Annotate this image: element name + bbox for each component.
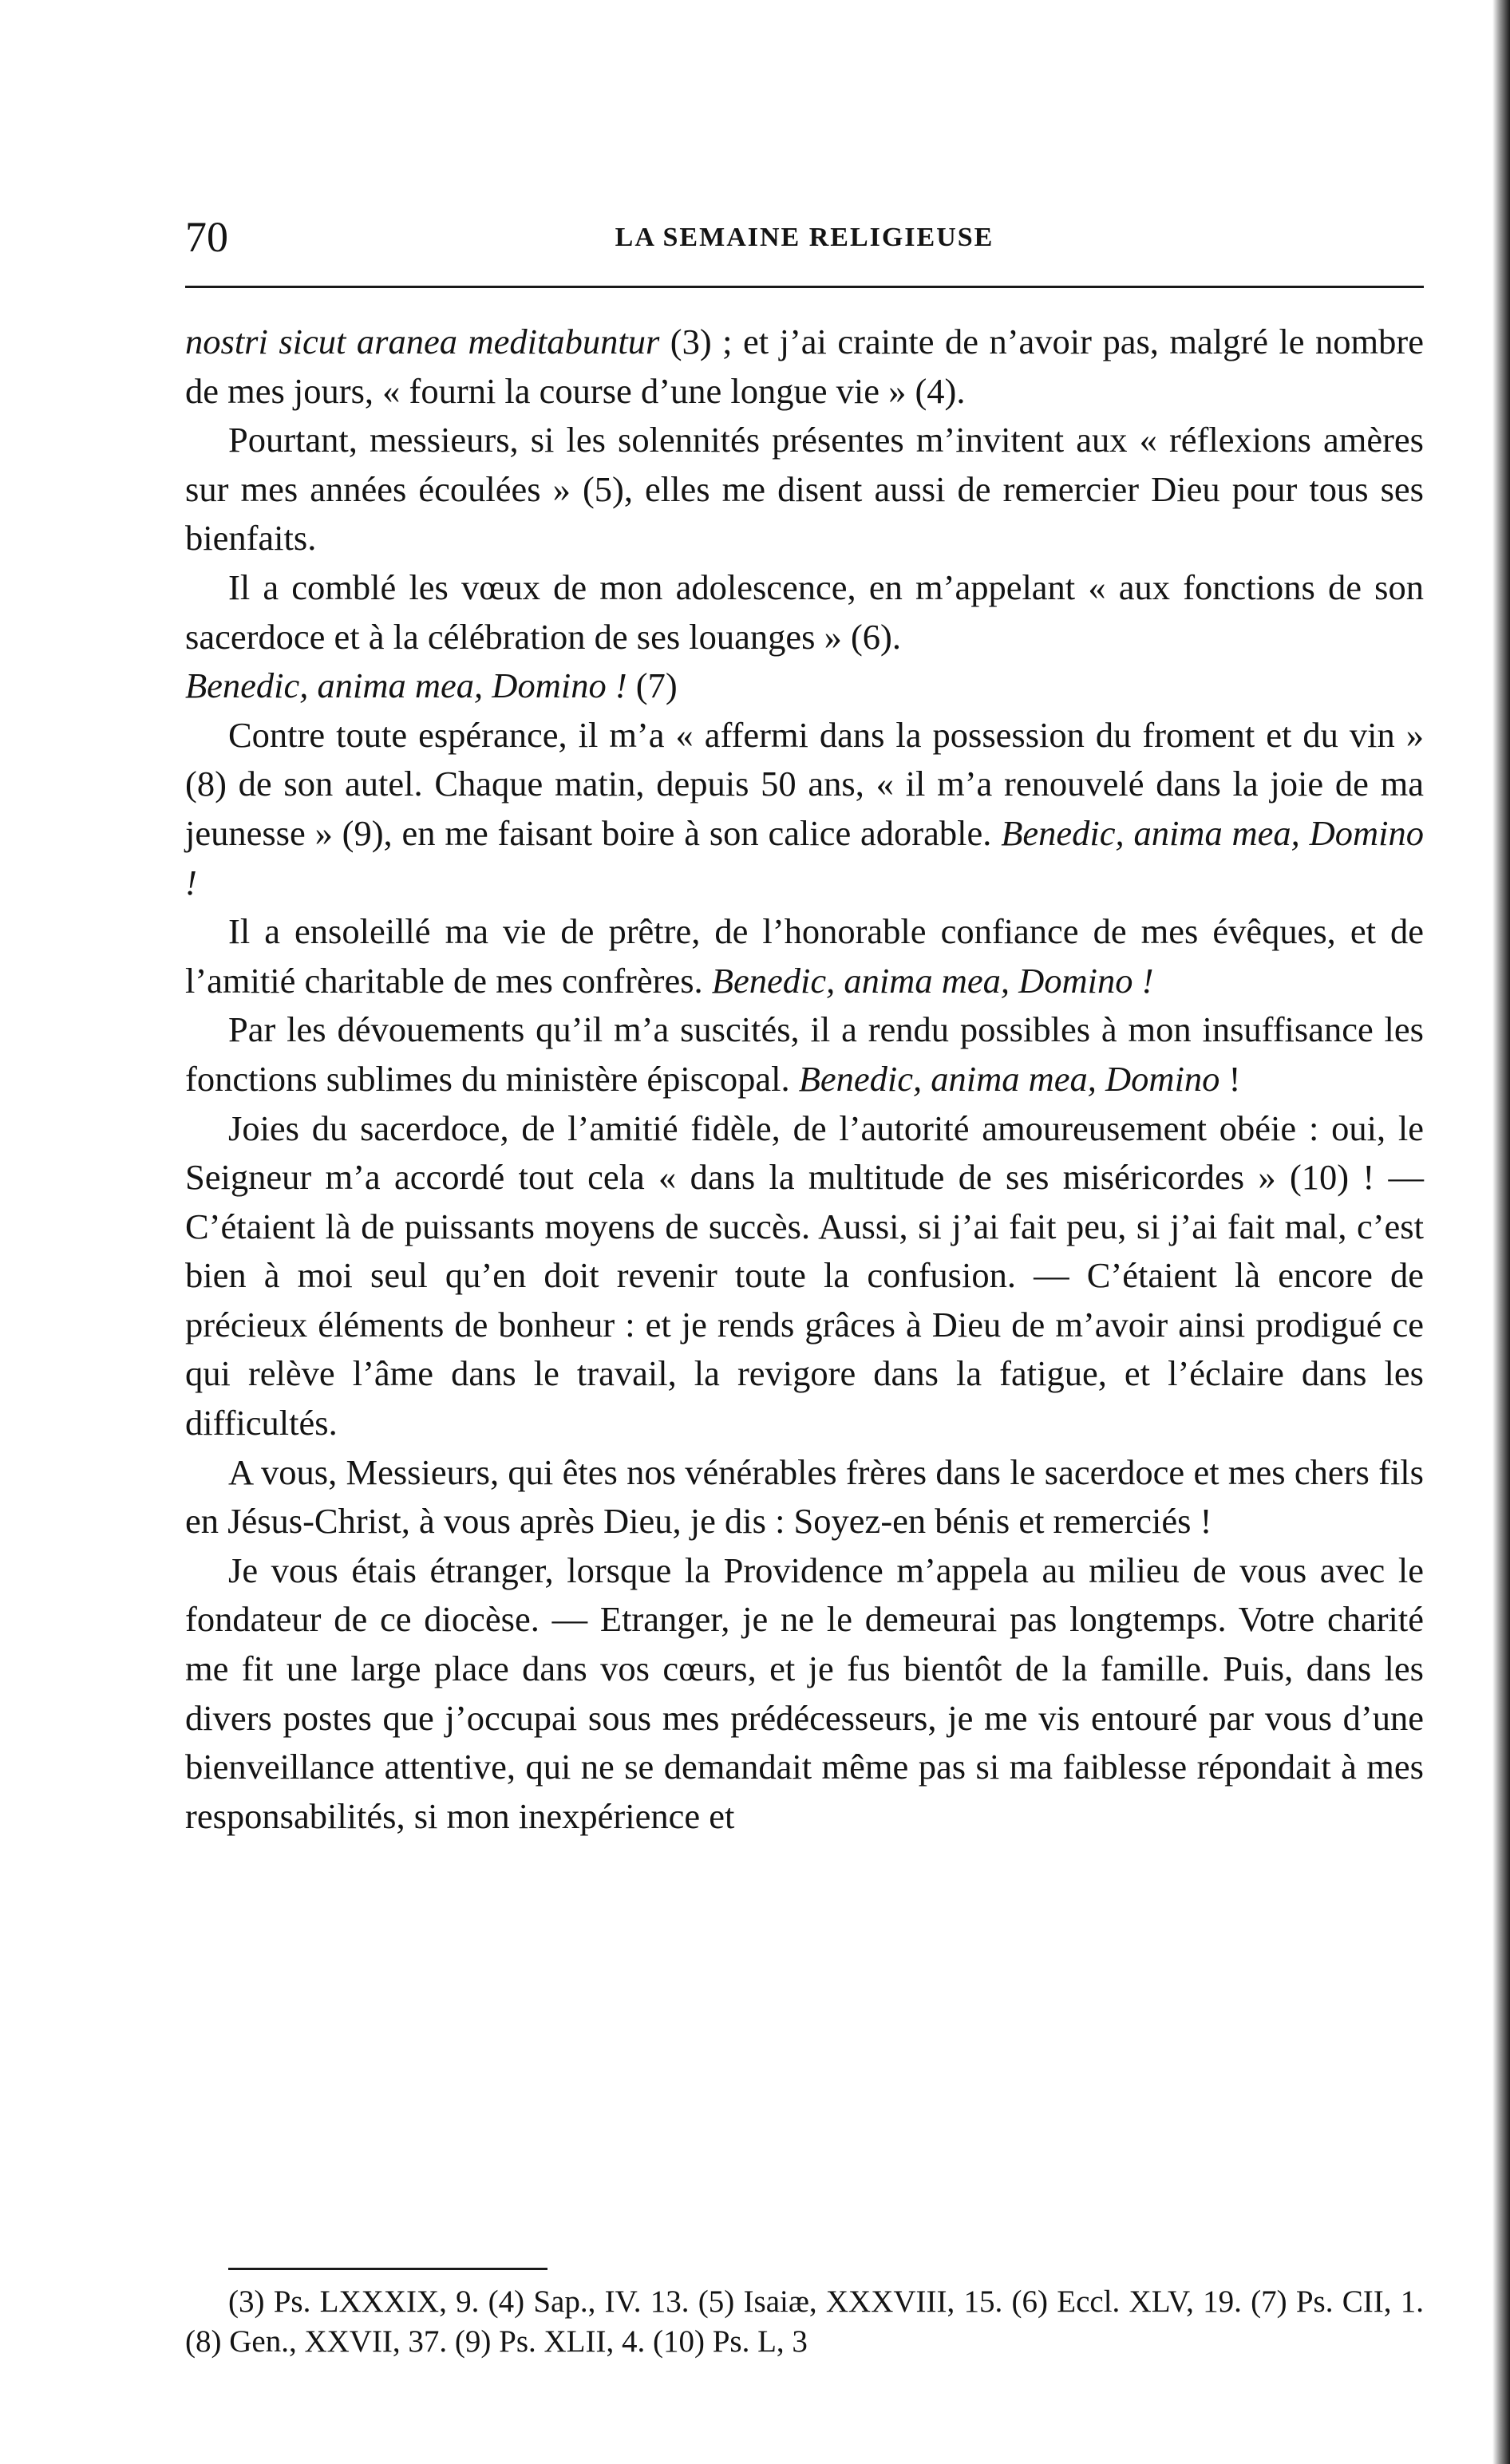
paragraph: nostri sicut aranea meditabuntur (3) ; et j’ai crainte de n’avoir pas, malgré le nombre de mes jours, « fourni la course d’une longue vie » (4). [185, 322, 1424, 411]
latin-refrain: Benedic, anima mea, Domino ! [185, 665, 627, 706]
paragraph: Je vous étais étranger, lorsque la Providence m’appela au milieu de vous avec le fondateur de ce diocèse. — Etranger, je ne le demeurai pas longtemps. Votre charité me fit une large place dans vos cœurs, et je fus bientôt de la famille. Puis, dans les divers postes que j’occupai sous mes prédécesseurs, je me vis entouré par vous d’une bienveillance attentive, qui ne se demandait même pas si ma faiblesse répondait à mes responsabilités, si mon inexpérience et [185, 1550, 1424, 1836]
paragraph: Il a ensoleillé ma vie de prêtre, de l’honorable confiance de mes évêques, et de l’amitié charitable de mes confrères. Benedic, anima mea, Domino ! [185, 911, 1424, 1001]
latin-refrain: Benedic, anima mea, Domino ! [711, 960, 1154, 1001]
paragraph: Il a comblé les vœux de mon adolescence, en m’appelant « aux fonctions de son sacerdoce et à la célébration de ses louanges » (6). Benedic, anima mea, Domino ! (7) [185, 567, 1424, 706]
paragraph: Par les dévouements qu’il m’a suscités, il a rendu possibles à mon insuffisance les fonctions sublimes du ministère épiscopal. Benedic, anima mea, Domino ! [185, 1009, 1424, 1099]
footnote-rule [228, 2268, 547, 2270]
paragraph: Pourtant, messieurs, si les solennités présentes m’invitent aux « réflexions amères sur mes années écoulées » (5), elles me disent aussi de remercier Dieu pour tous ses bienfaits. [185, 420, 1424, 559]
paragraph: A vous, Messieurs, qui êtes nos vénérables frères dans le sacerdoce et mes chers fils en Jésus-Christ, à vous après Dieu, je dis : Soyez-en bénis et remerciés ! [185, 1451, 1424, 1542]
page-header [185, 209, 1424, 265]
latin-quote: nostri sicut aranea meditabuntur [185, 322, 660, 361]
running-title: LA SEMAINE RELIGIEUSE [615, 223, 994, 252]
latin-refrain: Benedic, anima mea, Domino ! [185, 812, 1425, 902]
paragraph: Contre toute espérance, il m’a « affermi dans la possession du froment et du vin » (8) de son autel. Chaque matin, depuis 50 ans, « il m’a renouvelé dans la joie de ma jeunesse » (9), en me faisant boire à son calice adorable. Benedic, anima mea, Domino ! [185, 714, 1425, 902]
body-text [185, 318, 1424, 1841]
header-rule [185, 286, 1424, 288]
latin-refrain: Benedic, anima mea, Domino [798, 1058, 1220, 1099]
page-number: 70 [185, 213, 228, 261]
scan-page-edge [1492, 0, 1510, 2464]
footnote-line: (3) Ps. LXXXIX, 9. (4) Sap., IV. 13. (5) Isaiæ, XXXVIII, 15. (6) Eccl. XLV, 19. (7) Ps. CII, 1. (8) Gen., XXVII, 37. (9) Ps. XLII, 4. (10) Ps. L, 3 [185, 2284, 1424, 2359]
footnotes [185, 2282, 1424, 2362]
paragraph: Joies du sacerdoce, de l’amitié fidèle, de l’autorité amoureusement obéie : oui, le Seigneur m’a accordé tout cela « dans la multitude de ses miséricordes » (10) ! —C’étaient là de puissants moyens de succès. Aussi, si j’ai fait peu, si j’ai fait mal, c’est bien à moi seul qu’en doit revenir toute la confusion. — C’étaient là encore de précieux éléments de bonheur : et je rends grâces à Dieu de m’avoir ainsi prodigué ce qui relève l’âme dans le travail, la revigore dans la fatigue, et l’éclaire dans les difficultés. [185, 1108, 1424, 1443]
